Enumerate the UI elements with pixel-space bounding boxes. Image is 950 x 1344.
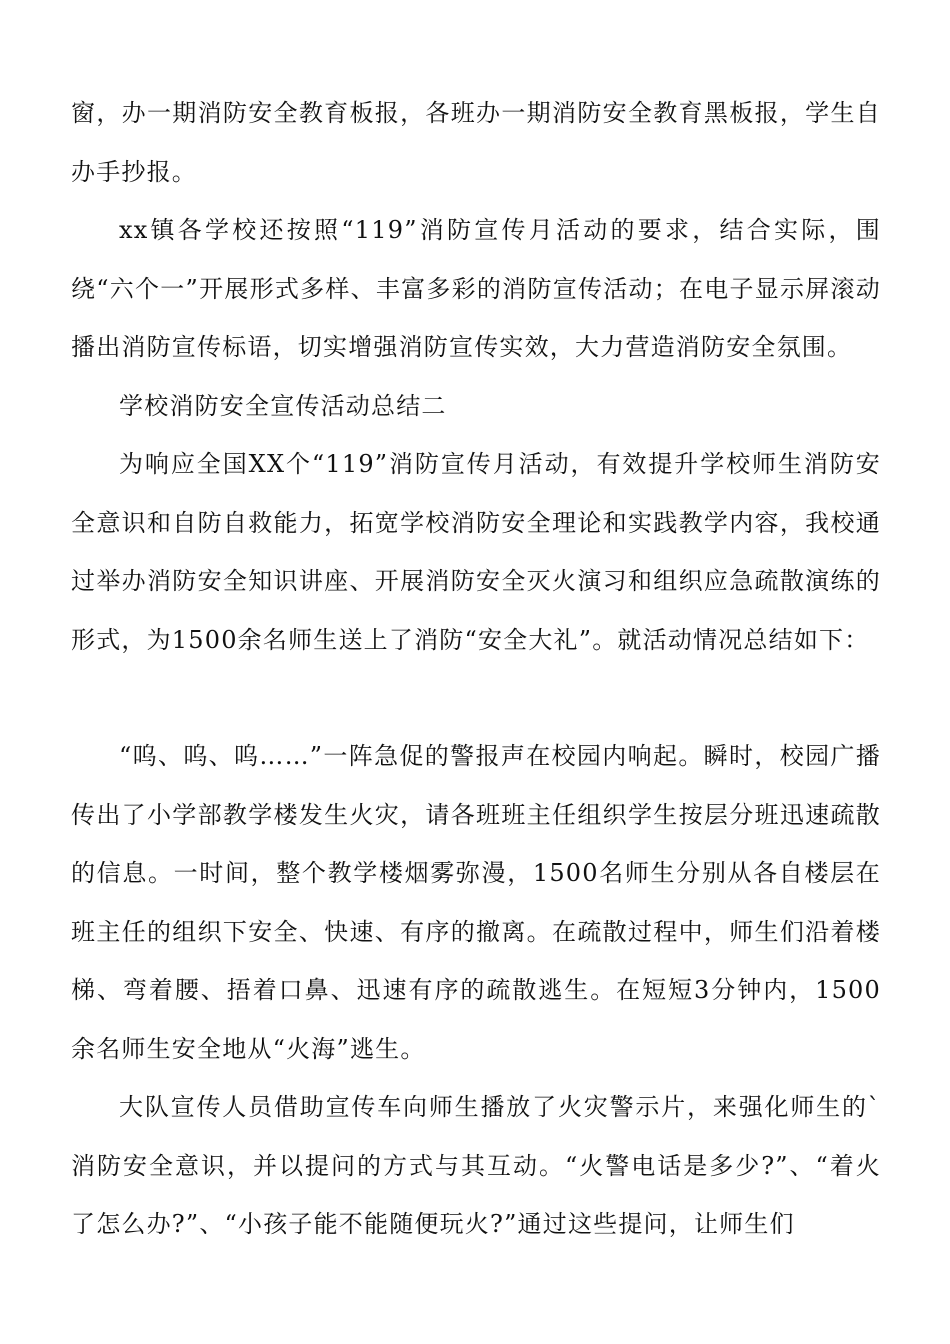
paragraph-4: “呜、呜、呜……”一阵急促的警报声在校园内响起。瞬时，校园广播传出了小学部教学楼发生火灾，请各班班主任组织学生按层分班迅速疏散的信息。一时间，整个教学楼烟雾弥漫，1500名师生分别从各自楼层在班主任的组织下安全、快速、有序的撤离。在疏散过程中，师生们沿着楼梯、弯着腰、捂着口鼻、迅速有序的疏散逃生。在短短3分钟内，1500余名师生安全地从“火海”逃生。 — [71, 742, 881, 1063]
section-heading: 学校消防安全宣传活动总结二 — [119, 392, 447, 420]
paragraph-5: 大队宣传人员借助宣传车向师生播放了火灾警示片，来强化师生的`消防安全意识，并以提问的方式与其互动。“火警电话是多少?”、“着火了怎么办?”、“小孩子能不能随便玩火?”通过这些提问，让师生们 — [71, 1093, 881, 1238]
paragraph-3: 为响应全国XX个“119”消防宣传月活动，有效提升学校师生消防安全意识和自防自救能力，拓宽学校消防安全理论和实践教学内容，我校通过举办消防安全知识讲座、开展消防安全灭火演习和组织应急疏散演练的形式，为1500余名师生送上了消防“安全大礼”。就活动情况总结如下： — [71, 450, 881, 654]
paragraph-1: 窗，办一期消防安全教育板报，各班办一期消防安全教育黑板报，学生自办手抄报。 — [71, 99, 881, 186]
paragraph-2: xx镇各学校还按照“119”消防宣传月活动的要求，结合实际，围绕“六个一”开展形式多样、丰富多彩的消防宣传活动；在电子显示屏滚动播出消防宣传标语，切实增强消防宣传实效，大力营造消防安全氛围。 — [71, 216, 881, 361]
